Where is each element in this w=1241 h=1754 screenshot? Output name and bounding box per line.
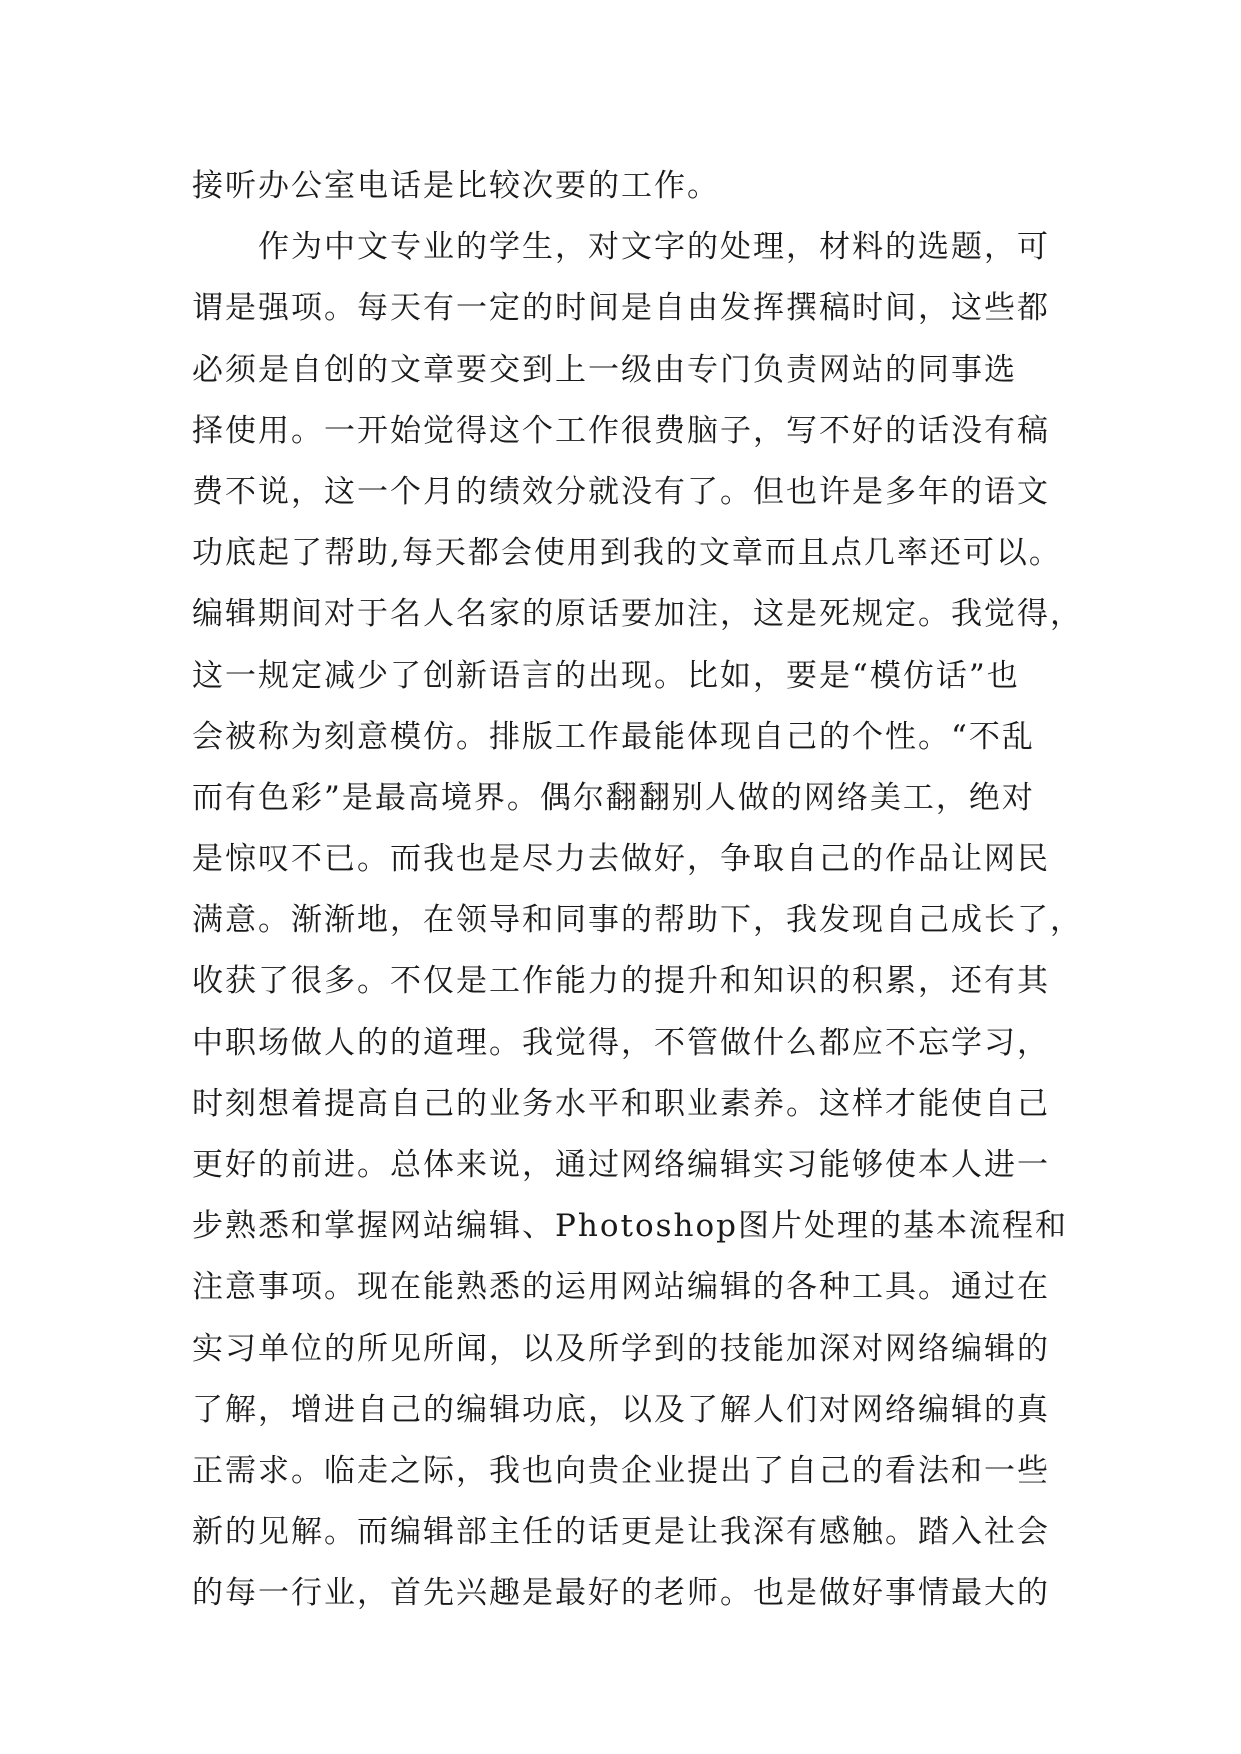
- text-line: 步熟悉和掌握网站编辑、Photoshop图片处理的基本流程和: [192, 1208, 1068, 1245]
- text-line: 会被称为刻意模仿。排版工作最能体现自己的个性。“不乱: [192, 718, 1035, 755]
- text-line: 必须是自创的文章要交到上一级由专门负责网站的同事选: [192, 351, 1017, 388]
- paragraph-start-line: 作为中文专业的学生，对文字的处理，材料的选题，可: [258, 229, 1050, 266]
- text-line: 择使用。一开始觉得这个工作很费脑子，写不好的话没有稿: [192, 412, 1050, 449]
- text-line: 更好的前进。总体来说，通过网络编辑实习能够使本人进一: [192, 1147, 1050, 1183]
- text-line: 费不说，这一个月的绩效分就没有了。但也许是多年的语文: [192, 473, 1050, 510]
- text-line: 新的见解。而编辑部主任的话更是让我深有感触。踏入社会: [192, 1514, 1050, 1551]
- text-line: 的每一行业，首先兴趣是最好的老师。也是做好事情最大的: [192, 1575, 1050, 1612]
- text-line: 实习单位的所见所闻，以及所学到的技能加深对网络编辑的: [192, 1330, 1050, 1367]
- text-line: 接听办公室电话是比较次要的工作。: [192, 168, 720, 204]
- text-line: 谓是强项。每天有一定的时间是自由发挥撰稿时间，这些都: [192, 290, 1050, 327]
- text-line: 时刻想着提高自己的业务水平和职业素养。这样才能使自己: [192, 1085, 1050, 1122]
- text-line: 注意事项。现在能熟悉的运用网站编辑的各种工具。通过在: [192, 1269, 1050, 1306]
- text-line: 收获了很多。不仅是工作能力的提升和知识的积累，还有其: [192, 963, 1050, 1000]
- text-line: 功底起了帮助,每天都会使用到我的文章而且点几率还可以。: [192, 535, 1062, 572]
- text-line: 满意。渐渐地，在领导和同事的帮助下，我发现自己成长了，: [192, 902, 1083, 939]
- text-line: 中职场做人的的道理。我觉得，不管做什么都应不忘学习，: [192, 1024, 1050, 1061]
- text-line: 正需求。临走之际，我也向贵企业提出了自己的看法和一些: [192, 1452, 1050, 1489]
- text-line: 是惊叹不已。而我也是尽力去做好，争取自己的作品让网民: [192, 841, 1050, 878]
- body-text: [192, 156, 1083, 1625]
- text-line: 了解，增进自己的编辑功底，以及了解人们对网络编辑的真: [192, 1391, 1050, 1428]
- text-line: 编辑期间对于名人名家的原话要加注，这是死规定。我觉得，: [192, 596, 1083, 633]
- text-line: 这一规定减少了创新语言的出现。比如，要是“模仿话”也: [192, 657, 1020, 694]
- text-line: 而有色彩”是最高境界。偶尔翻翻别人做的网络美工，绝对: [192, 779, 1035, 816]
